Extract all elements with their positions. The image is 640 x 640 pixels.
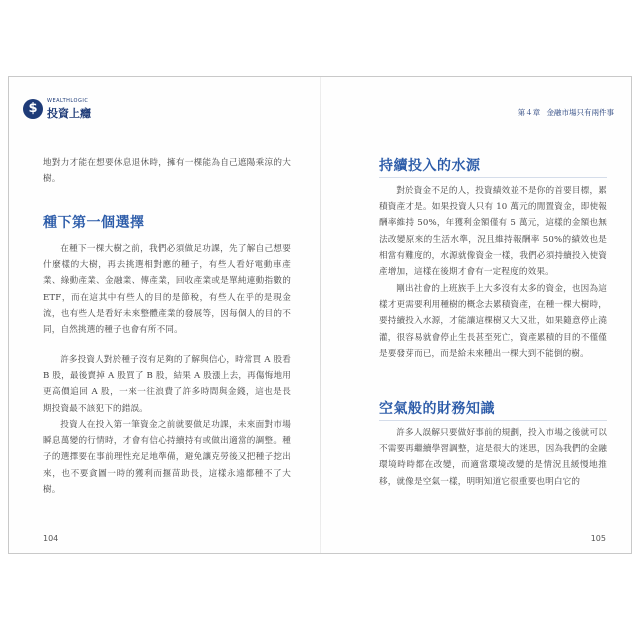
body-paragraph-1: 對於資金不足的人，投資績效並不是你的首要目標，累積資產才是。如果投資人只有 10 萬元的閒置資金，即使報酬率維持 50%，年獲利金額僅有 5 萬元，這樣的金額也無法改變原來的生活水準，況且維持報酬率 50%的績效也是相當有難度的，水源就像資金一樣，我們必須持續投入使資產增加，這樣在後期才會有一定程度的效果。 xyxy=(379,186,607,278)
heading-rule xyxy=(379,420,607,421)
left-page xyxy=(9,77,320,553)
book-title: 投資上癮 xyxy=(47,107,91,120)
body-paragraph-3: 許多人誤解只要做好事前的規劃，投入市場之後就可以不需要再繼續學習調整，這是很大的迷思，因為我們的金融環境時時都在改變，而適當環境改變的是情況且緩慢地推移，就像是空氣一樣，明明知道它很重要也明白它的 xyxy=(379,428,607,487)
series-brand-small: WEALTHLOGIC xyxy=(47,98,89,104)
dollar-coin-icon: $ xyxy=(23,99,43,119)
right-page xyxy=(321,77,632,553)
heading-rule xyxy=(379,177,607,178)
body-paragraph-2: 許多投資人對於種子沒有足夠的了解與信心，時常買 A 股看 B 股，最後賣掉 A 股買了 B 股，結果 A 股漲上去，再傷悔地用更高價追回 A 股，一來一往浪費了許多時間與金錢，這也是長期投資最不該犯下的錯誤。 xyxy=(43,355,291,414)
running-head-title: 金融市場只有兩件事 xyxy=(546,108,614,117)
section-heading-air: 空氣般的財務知識 xyxy=(379,401,495,417)
page-number-right: 105 xyxy=(590,534,606,543)
running-head xyxy=(514,107,614,118)
section-heading-water: 持續投入的水源 xyxy=(379,158,481,174)
continuation-paragraph: 地對力才能在想要休息退休時，擁有一棵能為自己遮陽乘涼的大樹。 xyxy=(43,158,291,185)
running-head-chapter: 第４章 xyxy=(517,108,541,117)
body-paragraph-1: 在種下一棵大樹之前，我們必須做足功課，先了解自己想要什麼樣的大樹，再去挑選相對應的種子，有些人看好電動車產業、綠動產業、金融業、傳產業，回收產業或是單純連動指數的 ETF，而在這其中有些人的目的是節稅，有些人在乎的是現金流，也有些人是看好未來整體產業的發展等，因每個人的目的不同，自然挑選的種子也會有所不同。 xyxy=(43,244,291,336)
body-paragraph-2: 剛出社會的上班族手上大多沒有太多的資金，也因為這樣才更需要利用種樹的概念去累積資產，在種一棵大樹時，要持續投入水源，才能讓這棵樹又大又壯，如果隨意停止澆灌，很容易就會停止生長甚至死亡，資產累積的目的不僅僅是要發芽而已，而是給未來種出一棵大到不能倒的樹。 xyxy=(379,284,607,359)
body-paragraph-3: 投資人在投入第一筆資金之前就要做足功課，未來面對市場瞬息萬變的行情時，才會有信心持續持有或做出適當的調整。種子的選擇要在事前理性充足地準備，避免讓克勞後又把種子挖出來，也不要貪圖一時的獲利而揠苗助長，這樣永遠都種不了大樹。 xyxy=(43,420,291,495)
page-number-left: 104 xyxy=(43,534,59,543)
section-heading: 種下第一個選擇 xyxy=(43,215,145,231)
book-spread xyxy=(8,76,632,554)
